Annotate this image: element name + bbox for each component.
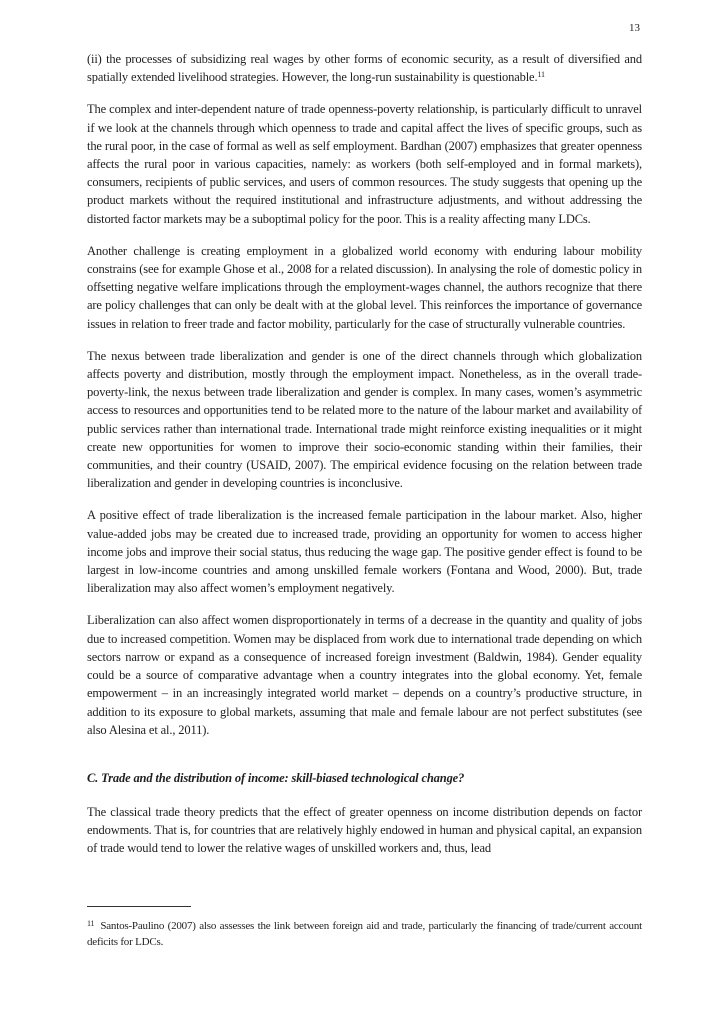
paragraph bbox=[87, 50, 642, 86]
footnote-divider bbox=[87, 906, 191, 907]
paragraph: The complex and inter-dependent nature of trade openness-poverty relationship, is particularly difficult to unravel if we look at the channels through which openness to trade and capital affect the lives of specific groups, such as the rural poor, in the case of formal as well as self employment. Bardhan (2007) emphasizes that greater openness affects the rural poor in various capacities, namely: as workers (both self-employed and in formal markets), consumers, recipients of public services, and users of common resources. The study suggests that opening up the product markets without the required institutional and infrastructure adjustments, and without addressing the distorted factor markets may be a suboptimal policy for the poor. This is a reality affecting many LDCs. bbox=[87, 102, 642, 226]
footnote-number: 11 bbox=[87, 919, 95, 928]
paragraph: The classical trade theory predicts that the effect of greater openness on income distribution depends on factor endowments. That is, for countries that are relatively highly endowed in human and physical capital, an expansion of trade would tend to lower the relative wages of unskilled workers and, thus, lead bbox=[87, 804, 642, 856]
paragraph: Another challenge is creating employment in a globalized world economy with enduring labour mobility constrains (see for example Ghose et al., 2008 for a related discussion). In analysing the role of domestic policy in offsetting negative welfare implications through the employment-wages channel, the authors recognize that there are policy challenges that can only be dealt with at the global level. This reinforces the importance of governance issues in relation to freer trade and factor mobility, particularly for the case of structurally vulnerable countries. bbox=[87, 243, 642, 331]
footnote bbox=[87, 918, 642, 950]
paragraph: A positive effect of trade liberalization is the increased female participation in the labour market. Also, higher value-added jobs may be created due to increased trade, providing an opportunity for women to access higher income jobs and improve their social status, thus reducing the wage gap. The positive gender effect is found to be largest in low-income countries and among unskilled female workers (Fontana and Wood, 2000). But, trade liberalization may also affect women’s employment negatively. bbox=[87, 508, 642, 596]
paragraph: The nexus between trade liberalization and gender is one of the direct channels through which globalization affects poverty and distribution, mostly through the employment impact. Nonetheless, as in the overall trade-poverty-link, the nexus between trade liberalization and gender is complex. In many cases, women’s asymmetric access to resources and opportunities tend to be related more to the nature of the labour market and availability of public services rather than international trade. International trade might reinforce existing inequalities or it might create new opportunities for women to improve their socio-economic standing within their families, their communities, and their country (USAID, 2007). The empirical evidence focusing on the relation between trade liberalization and gender in developing countries is inconclusive. bbox=[87, 348, 642, 491]
section-heading: C. Trade and the distribution of income: skill-biased technological change? bbox=[87, 770, 465, 785]
page-number: 13 bbox=[629, 22, 640, 34]
paragraph-text: (ii) the processes of subsidizing real wages by other forms of economic security, as a result of diversified and spatially extended livelihood strategies. However, the long-run sustainability is questionable. bbox=[87, 52, 642, 85]
body-text bbox=[87, 50, 642, 872]
footnote-text: Santos-Paulino (2007) also assesses the link between foreign aid and trade, particularly the financing of trade/current account deficits for LDCs. bbox=[87, 920, 642, 948]
paragraph: Liberalization can also affect women disproportionately in terms of a decrease in the quantity and quality of jobs due to increased competition. Women may be displaced from work due to international trade depending on which sectors narrow or expand as a consequence of increased foreign investment (Baldwin, 1984). Gender equality could be a source of comparative advantage when a country integrates into the global economy. Yet, female empowerment – in an increasingly integrated world market – depends on a country’s productive structure, in addition to its exposure to global markets, assuming that male and female labour are not perfect substitutes (see also Alesina et al., 2011). bbox=[87, 613, 642, 737]
footnote-reference[interactable]: 11 bbox=[537, 70, 545, 80]
